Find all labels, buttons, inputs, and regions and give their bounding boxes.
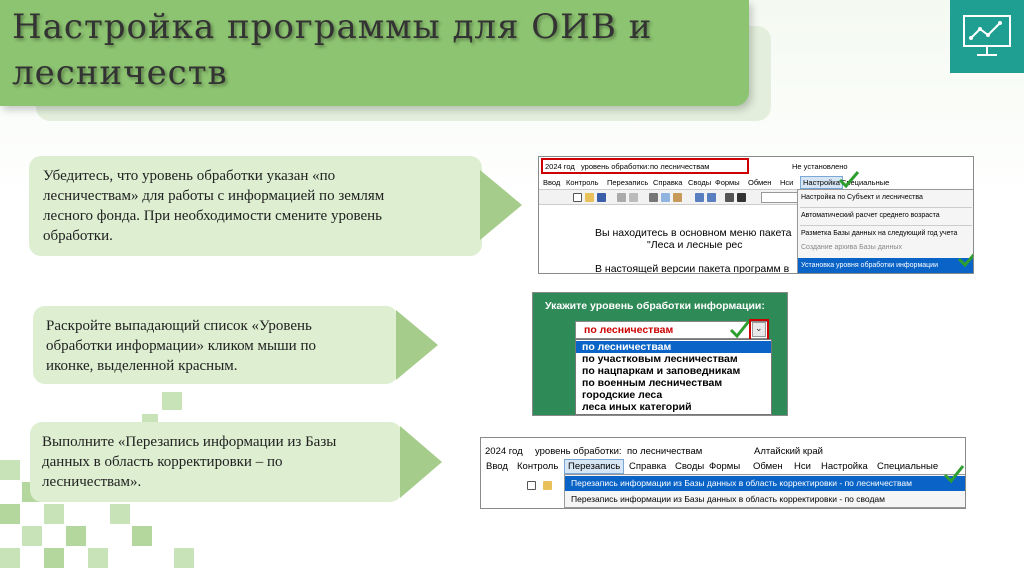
preview-icon[interactable] [629,193,638,202]
menu-obmen[interactable]: Обмен [748,178,772,187]
option-level[interactable]: городские леса [582,389,663,401]
dd-set-processing-level[interactable]: Установка уровня обработки информации [798,258,974,274]
page-title: Настройка программы для ОИВ и лесничеств [12,7,653,93]
option-level[interactable]: по военным лесничествам [582,377,723,389]
decor-square [44,548,64,568]
menu-formy[interactable]: Формы [715,178,740,187]
pointer-icon[interactable] [737,193,746,202]
menu-perezapis[interactable]: Перезапись [607,178,649,187]
checkmark-icon [957,249,974,267]
checkmark-icon [729,319,751,339]
rewrite-dropdown [564,474,966,508]
menu-kontrol[interactable]: Контроль [517,461,559,472]
step-3-arrow-icon [400,426,442,498]
level-header: Укажите уровень обработки информации: [545,300,765,312]
level-value: по лесничествам [627,446,703,457]
paste-icon[interactable] [673,193,682,202]
save-icon[interactable] [597,193,606,202]
option-level[interactable]: по участковым лесничествам [582,353,738,365]
menu-perezapis[interactable]: Перезапись [564,459,624,474]
decor-square [66,526,86,546]
option-level[interactable]: по лесничествам [576,341,771,353]
level-label: уровень обработки: [581,162,650,171]
step-1-bubble [29,156,482,256]
year-label: 2024 год [545,162,575,171]
screenshot-main-menu [538,156,974,274]
menu-specialnye[interactable]: Специальные [877,461,939,472]
decor-square [162,392,182,410]
dd-create-archive[interactable]: Создание архива Базы данных [801,244,902,251]
dropdown-button[interactable] [752,322,766,337]
dd-rewrite-forestries[interactable]: Перезапись информации из Базы данных в область корректировки - по лесничествам [565,476,966,491]
step-1-text: Убедитесь, что уровень обработки указан «по лесничествам» для работы с информацией по землям лесного фонда. При необходимости смените уровень обработки. [43,168,385,244]
menu-vvod[interactable]: Ввод [486,461,508,472]
new-icon[interactable] [527,481,536,490]
open-icon[interactable] [585,193,594,202]
step-3-text: Выполните «Перезапись информации из Базы данных в область корректировки – по лесничествам». [42,434,337,490]
decor-square [174,548,194,568]
option-level[interactable]: леса иных категорий [582,401,692,413]
step-2-text: Раскройте выпадающий список «Уровень обработки информации» кликом мыши по иконке, выделенной красным. [46,318,316,374]
menu-obmen[interactable]: Обмен [753,461,783,472]
open-icon[interactable] [543,481,552,490]
menu-specialnye[interactable]: Специальные [841,178,890,187]
decor-square [0,460,20,480]
menu-spravka[interactable]: Справка [629,461,667,472]
decor-square [0,504,20,524]
help-icon[interactable] [725,193,734,202]
region-label: Не установлено [792,162,848,171]
step-3-bubble [30,422,402,502]
dd-rewrite-summaries[interactable]: Перезапись информации из Базы данных в область корректировки - по сводам [571,494,886,504]
step-2-arrow-icon [396,310,438,380]
decor-square [44,504,64,524]
menu-nsi[interactable]: Нси [794,461,811,472]
body-line-3: В настоящей версии пакета программ в [595,263,790,274]
step-2-bubble [33,306,398,384]
checkmark-icon [838,170,860,188]
screenshot-rewrite-menu [480,437,966,509]
menu-svody[interactable]: Своды [688,178,712,187]
menu-kontrol[interactable]: Контроль [566,178,599,187]
toolbar-input[interactable] [761,192,799,203]
decor-square [88,548,108,568]
settings-dropdown [797,189,974,274]
chevron-down-icon: ⌄ [755,323,763,333]
decor-square [0,548,20,568]
decor-square [22,526,42,546]
copy-icon[interactable] [661,193,670,202]
dd-next-year-markup[interactable]: Разметка Базы данных на следующий год учета [801,230,958,237]
toolbar [539,189,801,205]
level-label: уровень обработки: [535,446,622,457]
option-level[interactable]: по нацпаркам и заповедникам [582,365,741,377]
menu-nastroyka[interactable]: Настройка [800,176,843,189]
cut-icon[interactable] [649,193,658,202]
undo-icon[interactable] [695,193,704,202]
level-select-value: по лесничествам [584,324,674,336]
title-box [0,0,749,106]
region-label: Алтайский край [754,446,823,457]
level-value: по лесничествам [650,162,710,171]
body-line-2: "Леса и лесные рес [647,239,743,251]
checkmark-icon [943,464,965,484]
logo [950,0,1024,73]
screenshot-level-select [532,292,788,416]
menu-svody[interactable]: Своды [675,461,705,472]
body-line-1: Вы находитесь в основном меню пакета [595,227,792,239]
dd-avg-age-calc[interactable]: Автоматический расчет среднего возраста [801,212,940,219]
menu-nsi[interactable]: Нси [780,178,794,187]
menu-nastroyka[interactable]: Настройка [821,461,868,472]
menu-spravka[interactable]: Справка [653,178,683,187]
dd-subject-setup[interactable]: Настройка по Субъект и лесничества [801,194,923,201]
step-1-arrow-icon [480,170,522,240]
menu-formy[interactable]: Формы [709,461,741,472]
monitor-chart-icon [962,14,1012,58]
year-label: 2024 год [485,446,523,457]
level-options [575,339,772,415]
new-icon[interactable] [573,193,582,202]
redo-icon[interactable] [707,193,716,202]
decor-square [110,504,130,524]
menu-vvod[interactable]: Ввод [543,178,561,187]
decor-square [132,526,152,546]
print-icon[interactable] [617,193,626,202]
